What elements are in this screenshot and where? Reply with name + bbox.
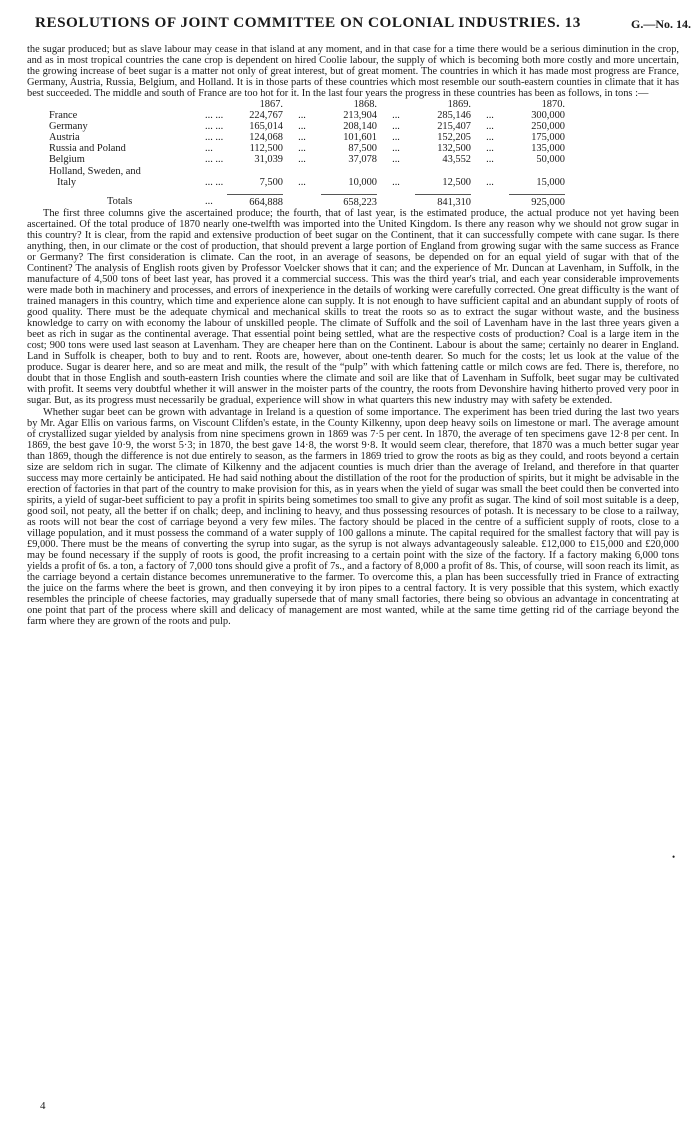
year-heading: 1868. [353, 99, 377, 111]
separator-dots: ... [486, 121, 494, 133]
table-row [49, 143, 565, 154]
tons-value: 12,500 [442, 176, 471, 188]
separator-dots: ... [392, 176, 400, 188]
document-page [27, 14, 691, 628]
country-name: Italy [57, 176, 77, 188]
paragraph-ireland: Whether sugar beet can be grown with advantage in Ireland is a question of some importance. The experiment has been tried during the last two years by Mr. Agar Ellis on various farms, on Viscount Clifden's estate, in the County Kilkenny, upon deep heavy soils on limestone or marl. The average amount of crystallized sugar yielded by analysis from nine specimens grown in 1869 was 7·5 per cent. In 1870, the average of ten specimens gave 12·8 per cent. In 1869, the best gave 10·9, the worst 5·3; in 1870, the best gave 14·8, the worst 9·8. It would seem clear, therefore, that 1870 was a much better sugar year than 1869, though the difference is not due entirely to season, as the farmers in 1869 tried to grow the roots as big as they could, and roots beyond a certain size are seldom rich in sugar. The climate of Kilkenny and the adjacent counties is much drier than the average of Ireland, and therefore in that quarter success may more certainly be anticipated. He had said nothing about the distillation of the root for the production of spirits, but it might be advisable in the erection of factories in that part of the country to make provision for this, as in years when the yield of sugar was small the beet could then be converted into spirits, a yield of sugar-beet sufficient to pay a profit in spirits being sometimes too small to give any profit as sugar. The kind of soil most suitable is a deep, good soil, not peaty, all the better if on chalk; deep, and inclining to heavy, and thus possessing resources of potash. It is necessary to be close to a railway, as roots will not bear the cost of carriage beyond a very few miles. The factory should be placed in the centre of a sufficient supply of roots, close to a village population, and it must possess the command of a water supply of 100 gallons a minute. The capital required for the smallest factory that will pay is £9,000. There must be the means of converting the syrup into sugar, as the syrup is not always advantageously saleable. £12,000 to £15,000 and £20,000 may be found necessary if the supply of roots is good, the profit increasing to a certain point with the size of the factory. If a factory making 6,000 tons yields a profit of 6s. a ton, a factory of 7,000 tons should give a profit of 7s., and a factory of 8,000 a profit of 8s. This, of course, will soon reach its limit, as the carriage beyond a certain distance becomes unremunerative to the farmer. To overcome this, a plan has been successfully tried in France of extracting the juice on the farms where the beet is grown, and then conveying it by iron pipes to a central factory. It is very possible that this system, which exactly resembles the principle of cheese factories, may gradually supersede that of many small factories, there being so obvious an advantage in concentrating at one point that part of the process where skill and delicacy of management are most wanted, while at the same time getting rid of the carriage beyond the farm where they are grown of the roots and pulp. [27, 406, 679, 628]
separator-dots: ... [298, 154, 306, 166]
year-heading: 1869. [447, 99, 471, 111]
tons-value: 112,500 [249, 143, 283, 155]
country-name: Germany [49, 121, 88, 133]
tons-value: 124,068 [249, 132, 283, 144]
separator-dots: ... [486, 176, 494, 188]
tons-value: 224,767 [249, 110, 283, 122]
separator-dots: ... [298, 110, 306, 122]
leader-dots: ... ... [205, 154, 224, 166]
margin-dot: • [672, 852, 676, 862]
tons-value: 15,000 [536, 176, 565, 188]
tons-value: 152,205 [437, 132, 471, 144]
tons-value: 101,601 [343, 132, 377, 144]
tons-value: 37,078 [348, 154, 377, 166]
year-heading: 1870. [541, 99, 565, 111]
separator-dots: ... [392, 121, 400, 133]
tons-value: 215,407 [437, 121, 471, 133]
total-value: 664,888 [249, 196, 283, 208]
tons-value: 208,140 [343, 121, 377, 133]
leader-dots: ... ... [205, 110, 224, 122]
separator-dots: ... [486, 132, 494, 144]
separator-dots: ... [298, 132, 306, 144]
header-title: RESOLUTIONS OF JOINT COMMITTEE ON COLONIAL INDUSTRIES. 13 [35, 14, 581, 31]
leader-dots: ... ... [205, 121, 224, 133]
country-name: Holland, Sweden, and [49, 165, 141, 177]
table-row [49, 110, 565, 121]
totals-row [49, 194, 565, 208]
tons-value: 300,000 [531, 110, 565, 122]
leader-dots: ... ... [205, 176, 224, 188]
separator-dots: ... [298, 143, 306, 155]
separator-dots: ... [486, 154, 494, 166]
separator-dots: ... [298, 121, 306, 133]
separator-dots: ... [392, 132, 400, 144]
tons-value: 175,000 [531, 132, 565, 144]
total-value: 658,223 [343, 196, 377, 208]
country-name: Russia and Poland [49, 143, 126, 155]
year-heading: 1867. [259, 99, 283, 111]
tons-value: 7,500 [259, 176, 283, 188]
separator-dots: ... [392, 143, 400, 155]
separator-dots: ... [486, 143, 494, 155]
leader-dots: ... [205, 196, 213, 208]
tons-value: 50,000 [536, 154, 565, 166]
leader-dots: ... [205, 143, 213, 155]
signature-mark: 4 [40, 1100, 46, 1112]
tons-value: 132,500 [437, 143, 471, 155]
separator-dots: ... [392, 154, 400, 166]
table-row [49, 121, 565, 132]
country-name: Belgium [49, 154, 85, 166]
total-value: 925,000 [531, 196, 565, 208]
paragraph-intro: the sugar produced; but as slave labour may cease in that island at any moment, and in that case for a time there would be a serious diminution in the crop, and as in most tropical countries the cane crop is dependent on hired Coolie labour, the supply of which is becoming both more costly and more uncertain, the growing increase of beet sugar is a matter not only of great interest, but of great moment. The countries in which it has made most progress are France, Germany, Austria, Russia, Belgium, and Holland. It is in those parts of these countries which most resemble our south-eastern counties in climate that it has best succeeded. The middle and south of France are too hot for it. In the last four years the progress in these countries has been as follows, in tons :— [27, 44, 679, 100]
paragraph-analysis: The first three columns give the ascertained produce; the fourth, that of last year, is the estimated produce, the actual produce not yet having been ascertained. Of the total produce of 1870 nearly one-twelfth was imported into the United Kingdom. Is there any reason why we should not grow sugar in this country? It is clear, from the rapid and extensive production of beet sugar on the Continent, that it can successfully compete with cane sugar. Is there anything, then, in our climate or the cost of production, that should prevent a large portion of England from growing sugar with the same success as France or Germany? The first consideration is climate. Can the root, in an average of seasons, be depended on for an equal yield of sugar with that of the Continent? The analysis of English roots given by Professor Voelcker shows that it can; and the experience of Mr. Duncan at Lavenham, in Suffolk, in the manufacture of 4,500 tons of beet last year, has proved it a commercial success. This was the third year's trial, and each year considerable improvements were made both in machinery and processes, and errors of inexperience in the details of working were carefully corrected. One great difficulty is the want of trained managers in this country, which time and experience alone can supply. It is not enough to have sufficient capital and an abundant supply of roots of good quality. There must be the adequate chymical and mechanical skills to treat the roots so as to extract the sugar without waste, and the business knowledge to carry on with economy the labour of unskilled people. The climate of Suffolk and the soil of Lavenham have in the last three years given a beet as rich in sugar as the continental average. That essential point being settled, what are the respective costs of production? Coal is a large item in the cost; 900 tons were used last season at Lavenham. They are cheaper here than on the Continent. Labour is about the same; certainly no dearer in England. Land in Suffolk is cheaper, both to buy and to rent. Roots are, however, about one-tenth dearer. So much for the costs; let us look at the value of the produce. Sugar is dearer here, and so are meat and milk, the result of the “pulp” with which fattening cattle or milch cows are fed. There is, therefore, no doubt that in those English and south-eastern Irish counties where the climate and soil are like that of Lavenham in Suffolk, beet sugar may be cultivated with profit. It seems very doubtful whether it will answer in the moister parts of the country, the roots from Devonshire having hitherto proved very poor in sugar. But, as its progress must necessarily be gradual, experience will show in what quarters this new industry may with safety be extended. [27, 207, 679, 407]
leader-dots: ... ... [205, 132, 224, 144]
total-value: 841,310 [437, 196, 471, 208]
table-row [49, 166, 565, 177]
separator-dots: ... [486, 110, 494, 122]
table-row [49, 177, 565, 188]
table-header-row [49, 99, 565, 110]
country-name: Austria [49, 132, 80, 144]
totals-label: Totals [107, 196, 133, 208]
running-header [27, 14, 691, 44]
tons-value: 10,000 [348, 176, 377, 188]
tons-value: 43,552 [442, 154, 471, 166]
header-reference: G.—No. 14. [631, 17, 691, 31]
country-name: France [49, 110, 78, 122]
tons-value: 31,039 [254, 154, 283, 166]
production-table [49, 99, 565, 207]
separator-dots: ... [392, 110, 400, 122]
tons-value: 250,000 [531, 121, 565, 133]
tons-value: 87,500 [348, 143, 377, 155]
table-row [49, 154, 565, 165]
tons-value: 135,000 [531, 143, 565, 155]
separator-dots: ... [298, 176, 306, 188]
table-row [49, 132, 565, 143]
tons-value: 165,014 [249, 121, 283, 133]
tons-value: 285,146 [437, 110, 471, 122]
tons-value: 213,904 [343, 110, 377, 122]
